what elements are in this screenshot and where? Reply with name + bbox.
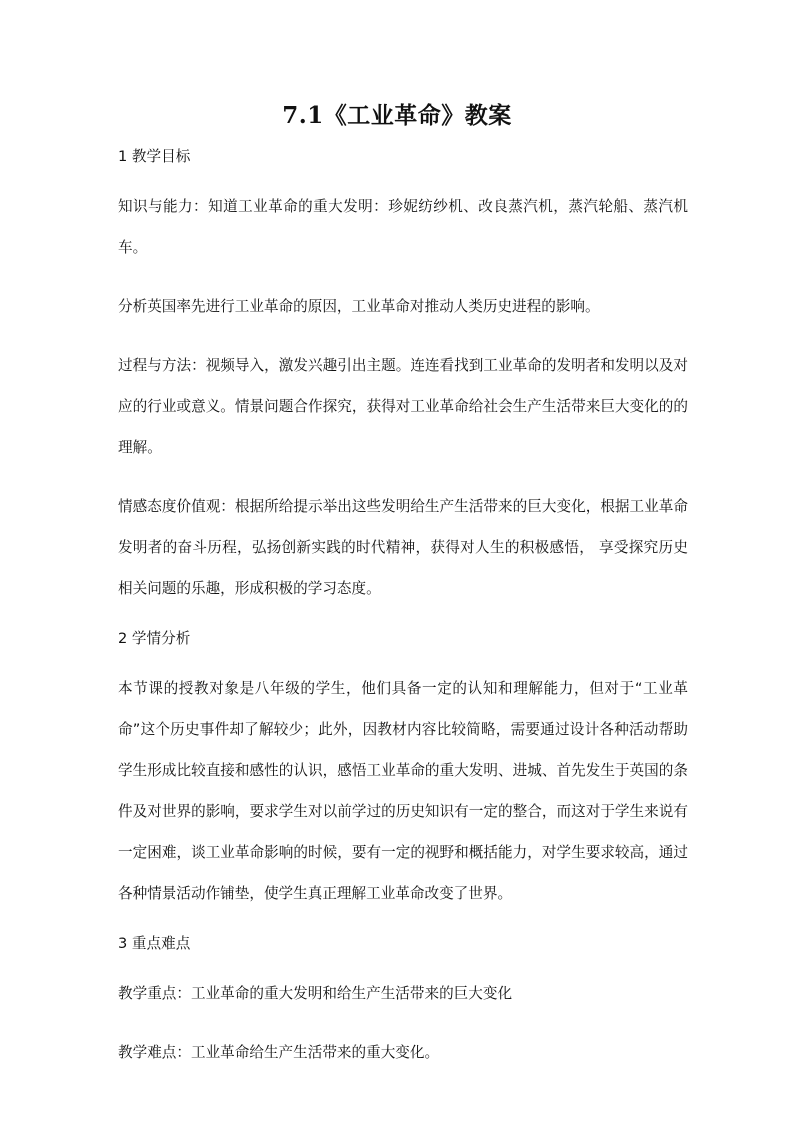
section-heading-teaching-goals: 1 教学目标 [118, 148, 191, 165]
paragraph-student-analysis: 本节课的授教对象是八年级的学生，他们具备一定的认知和理解能力，但对于“工业革命”这个历史事件却了解较少；此外，因教材内容比较简略，需要通过设计各种活动帮助学生形成比较直接和感性的认识，感悟工业革命的重大发明、进城、首先发生于英国的条件及对世界的影响，要求学生对以前学过的历史知识有一定的整合，而这对于学生来说有一定困难，谈工业革命影响的时候，要有一定的视野和概括能力，对学生要求较高，通过各种情景活动作铺垫，使学生真正理解工业革命改变了世界。 [118, 680, 688, 902]
paragraph-industrial-revolution-causes: 分析英国率先进行工业革命的原因，工业革命对推动人类历史进程的影响。 [118, 298, 600, 315]
paragraph-teaching-focus: 教学重点：工业革命的重大发明和给生产生活带来的巨大变化 [118, 985, 513, 1002]
section-heading-student-analysis: 2 学情分析 [118, 630, 191, 647]
paragraph-emotional-values: 情感态度价值观：根据所给提示举出这些发明给生产生活带来的巨大变化，根据工业革命发明者的奋斗历程，弘扬创新实践的时代精神，获得对人生的积极感悟， 享受探究历史相关问题的乐趣，形成积极的学习态度。 [118, 498, 688, 597]
document-title: 7.1《工业革命》教案 [282, 102, 512, 129]
paragraph-process-methods: 过程与方法：视频导入，激发兴趣引出主题。连连看找到工业革命的发明者和发明以及对应的行业或意义。情景问题合作探究，获得对工业革命给社会生产生活带来巨大变化的的理解。 [118, 357, 688, 456]
paragraph-knowledge-ability: 知识与能力：知道工业革命的重大发明：珍妮纺纱机、改良蒸汽机，蒸汽轮船、蒸汽机车。 [118, 198, 688, 256]
document-body [118, 145, 688, 1073]
paragraph-teaching-difficulty: 教学难点：工业革命给生产生活带来的重大变化。 [118, 1044, 440, 1061]
section-heading-key-points: 3 重点难点 [118, 935, 191, 952]
